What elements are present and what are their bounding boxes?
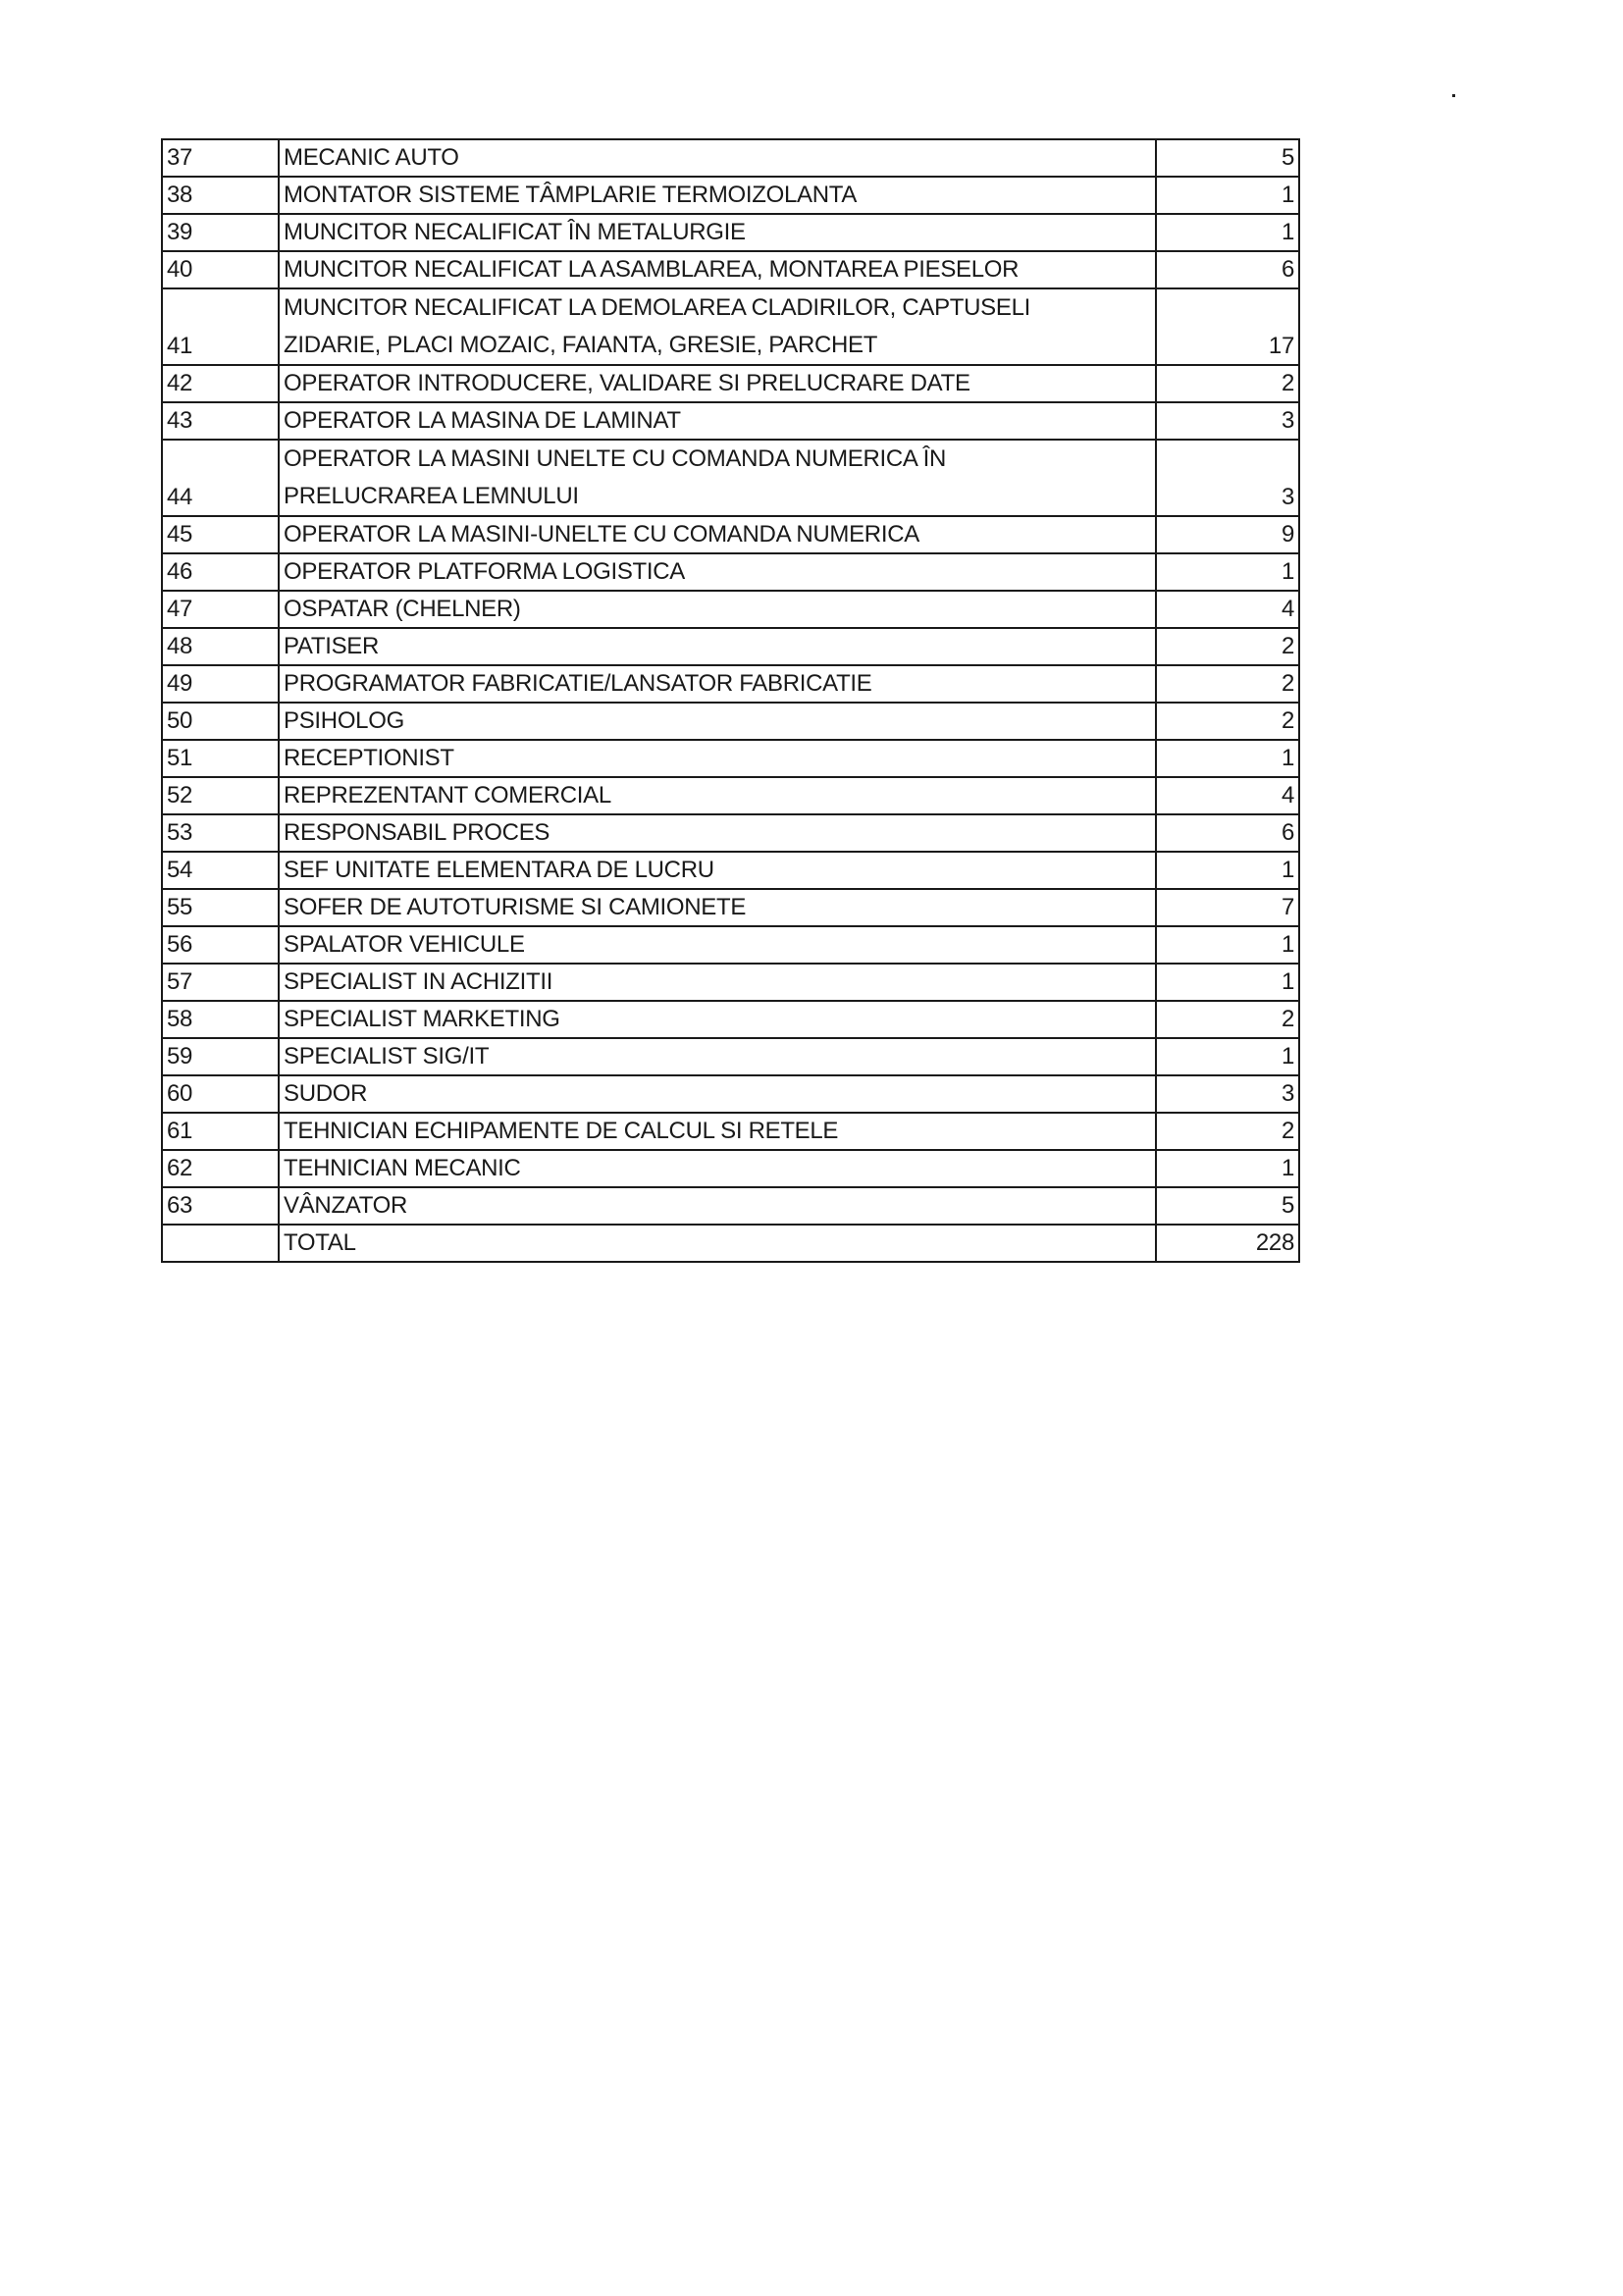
- row-number: 63: [162, 1187, 279, 1225]
- occupation-name-line: OPERATOR PLATFORMA LOGISTICA: [284, 558, 686, 585]
- table-row: [162, 703, 1299, 740]
- vacancy-count: 1: [1156, 177, 1299, 214]
- total-row: [162, 1225, 1299, 1262]
- occupation-name: [279, 365, 1156, 402]
- vacancy-count: 1: [1156, 964, 1299, 1001]
- vacancy-count: 2: [1156, 703, 1299, 740]
- occupation-name: [279, 889, 1156, 926]
- occupation-name-line: MUNCITOR NECALIFICAT LA DEMOLAREA CLADIRILOR, CAPTUSELI: [284, 294, 1031, 321]
- row-number: 39: [162, 214, 279, 251]
- row-number: 42: [162, 365, 279, 402]
- vacancy-count: 5: [1156, 139, 1299, 177]
- occupation-name-line: MUNCITOR NECALIFICAT LA ASAMBLAREA, MONTAREA PIESELOR: [284, 256, 1020, 283]
- occupation-name: [279, 288, 1156, 365]
- row-number: 45: [162, 516, 279, 553]
- table-row: [162, 177, 1299, 214]
- vacancy-count: 1: [1156, 852, 1299, 889]
- occupation-name-line: RECEPTIONIST: [284, 745, 454, 771]
- row-number: 55: [162, 889, 279, 926]
- occupation-name: [279, 665, 1156, 703]
- table-row: [162, 1001, 1299, 1038]
- total-label: TOTAL: [279, 1225, 1156, 1262]
- occupation-name: [279, 1187, 1156, 1225]
- table-row: [162, 665, 1299, 703]
- table-row: [162, 251, 1299, 288]
- table-body: [162, 139, 1299, 1262]
- total-count: 228: [1156, 1225, 1299, 1262]
- occupation-name: [279, 740, 1156, 777]
- occupation-name: [279, 1001, 1156, 1038]
- occupation-name: [279, 1150, 1156, 1187]
- vacancy-count: 4: [1156, 591, 1299, 628]
- table-row: [162, 516, 1299, 553]
- table-row: [162, 1038, 1299, 1075]
- occupation-name: [279, 440, 1156, 516]
- row-number: 60: [162, 1075, 279, 1113]
- occupation-name: [279, 251, 1156, 288]
- occupation-name-line: SPECIALIST IN ACHIZITII: [284, 968, 553, 995]
- vacancy-count: 2: [1156, 365, 1299, 402]
- occupation-name-line: TEHNICIAN ECHIPAMENTE DE CALCUL SI RETELE: [284, 1118, 839, 1144]
- row-number: 56: [162, 926, 279, 964]
- occupation-name-line: MONTATOR SISTEME TÂMPLARIE TERMOIZOLANTA: [284, 182, 858, 208]
- row-number: 37: [162, 139, 279, 177]
- total-row-number: [162, 1225, 279, 1262]
- occupation-name: [279, 814, 1156, 852]
- table-row: [162, 365, 1299, 402]
- table-row: [162, 1113, 1299, 1150]
- row-number: 41: [162, 288, 279, 365]
- row-number: 40: [162, 251, 279, 288]
- occupation-name: [279, 777, 1156, 814]
- occupation-name: [279, 139, 1156, 177]
- occupation-name-line: OPERATOR LA MASINI UNELTE CU COMANDA NUMERICA ÎN: [284, 445, 947, 472]
- occupation-name-line: SPECIALIST MARKETING: [284, 1006, 560, 1032]
- row-number: 47: [162, 591, 279, 628]
- occupation-name-line: OPERATOR LA MASINI-UNELTE CU COMANDA NUMERICA: [284, 521, 919, 548]
- occupation-name: [279, 1113, 1156, 1150]
- occupation-name-line: REPREZENTANT COMERCIAL: [284, 782, 611, 809]
- table-row: [162, 402, 1299, 440]
- occupation-name: [279, 402, 1156, 440]
- vacancy-count: 2: [1156, 628, 1299, 665]
- table-row: [162, 852, 1299, 889]
- table-row: [162, 926, 1299, 964]
- vacancy-count: 5: [1156, 1187, 1299, 1225]
- row-number: 50: [162, 703, 279, 740]
- table-row: [162, 591, 1299, 628]
- table-row: [162, 964, 1299, 1001]
- table-row: [162, 1075, 1299, 1113]
- occupation-name: [279, 553, 1156, 591]
- row-number: 57: [162, 964, 279, 1001]
- row-number: 54: [162, 852, 279, 889]
- job-vacancies-table: [161, 138, 1300, 1263]
- row-number: 52: [162, 777, 279, 814]
- vacancy-count: 7: [1156, 889, 1299, 926]
- occupation-name-line: ZIDARIE, PLACI MOZAIC, FAIANTA, GRESIE, PARCHET: [284, 332, 878, 358]
- vacancy-count: 2: [1156, 665, 1299, 703]
- row-number: 58: [162, 1001, 279, 1038]
- vacancy-count: 1: [1156, 1038, 1299, 1075]
- occupation-name: [279, 964, 1156, 1001]
- occupation-name: [279, 177, 1156, 214]
- row-number: 43: [162, 402, 279, 440]
- table-row: [162, 440, 1299, 516]
- vacancy-count: 6: [1156, 251, 1299, 288]
- occupation-name: [279, 628, 1156, 665]
- occupation-name-line: SOFER DE AUTOTURISME SI CAMIONETE: [284, 894, 747, 920]
- row-number: 61: [162, 1113, 279, 1150]
- occupation-name: [279, 1038, 1156, 1075]
- occupation-name-line: PRELUCRAREA LEMNULUI: [284, 483, 579, 509]
- table-row: [162, 628, 1299, 665]
- occupation-name-line: MECANIC AUTO: [284, 144, 459, 171]
- table-row: [162, 814, 1299, 852]
- occupation-name: [279, 703, 1156, 740]
- occupation-name-line: SUDOR: [284, 1080, 368, 1107]
- occupation-name-line: PATISER: [284, 633, 380, 659]
- occupation-name-line: RESPONSABIL PROCES: [284, 819, 550, 846]
- vacancy-count: 1: [1156, 553, 1299, 591]
- table-row: [162, 553, 1299, 591]
- vacancy-count: 1: [1156, 926, 1299, 964]
- scan-speck: [1452, 94, 1455, 97]
- table-row: [162, 1187, 1299, 1225]
- vacancy-count: 4: [1156, 777, 1299, 814]
- occupation-name-line: MUNCITOR NECALIFICAT ÎN METALURGIE: [284, 219, 746, 245]
- occupation-name-line: SPECIALIST SIG/IT: [284, 1043, 490, 1070]
- row-number: 46: [162, 553, 279, 591]
- vacancy-count: 9: [1156, 516, 1299, 553]
- occupation-name-line: PSIHOLOG: [284, 707, 404, 734]
- occupation-name-line: PROGRAMATOR FABRICATIE/LANSATOR FABRICATIE: [284, 670, 872, 697]
- occupation-name: [279, 852, 1156, 889]
- occupation-name-line: SEF UNITATE ELEMENTARA DE LUCRU: [284, 857, 714, 883]
- vacancy-count: 3: [1156, 402, 1299, 440]
- row-number: 44: [162, 440, 279, 516]
- occupation-name: [279, 516, 1156, 553]
- row-number: 49: [162, 665, 279, 703]
- row-number: 62: [162, 1150, 279, 1187]
- occupation-name-line: OPERATOR LA MASINA DE LAMINAT: [284, 407, 681, 434]
- vacancy-count: 1: [1156, 214, 1299, 251]
- table-row: [162, 139, 1299, 177]
- occupation-name-line: OSPATAR (CHELNER): [284, 596, 521, 622]
- table-row: [162, 1150, 1299, 1187]
- occupation-name-line: TEHNICIAN MECANIC: [284, 1155, 521, 1181]
- row-number: 53: [162, 814, 279, 852]
- row-number: 48: [162, 628, 279, 665]
- table-row: [162, 889, 1299, 926]
- table-row: [162, 288, 1299, 365]
- occupation-name: [279, 591, 1156, 628]
- vacancy-count: 3: [1156, 1075, 1299, 1113]
- vacancy-count: 6: [1156, 814, 1299, 852]
- occupation-name-line: VÂNZATOR: [284, 1192, 408, 1219]
- table-row: [162, 214, 1299, 251]
- occupation-name: [279, 214, 1156, 251]
- vacancy-count: 17: [1156, 288, 1299, 365]
- row-number: 51: [162, 740, 279, 777]
- vacancy-count: 1: [1156, 740, 1299, 777]
- vacancy-count: 2: [1156, 1001, 1299, 1038]
- occupation-name: [279, 1075, 1156, 1113]
- vacancy-count: 2: [1156, 1113, 1299, 1150]
- occupation-name-line: OPERATOR INTRODUCERE, VALIDARE SI PRELUCRARE DATE: [284, 370, 970, 396]
- vacancy-count: 1: [1156, 1150, 1299, 1187]
- table-row: [162, 777, 1299, 814]
- table-row: [162, 740, 1299, 777]
- row-number: 59: [162, 1038, 279, 1075]
- occupation-name: [279, 926, 1156, 964]
- occupation-name-line: SPALATOR VEHICULE: [284, 931, 525, 958]
- vacancy-count: 3: [1156, 440, 1299, 516]
- row-number: 38: [162, 177, 279, 214]
